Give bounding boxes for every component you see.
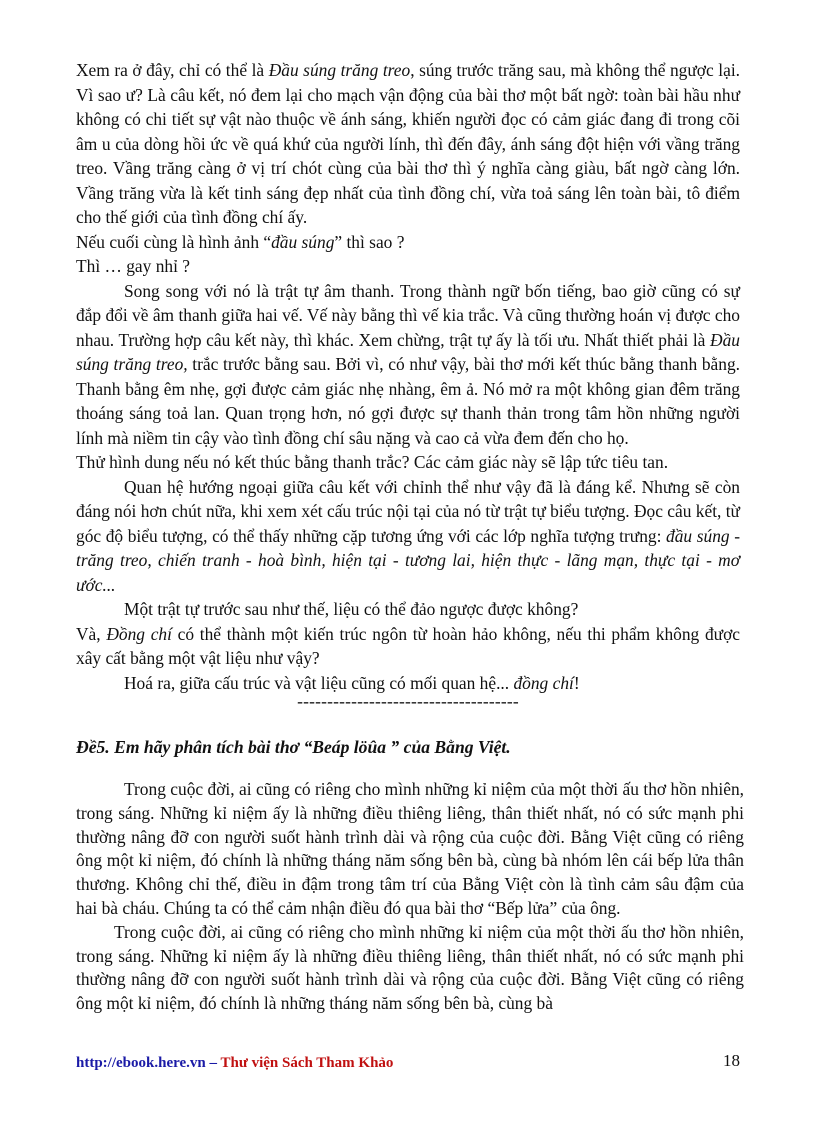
paragraph-8: Và, Đồng chí có thể thành một kiến trúc ngôn từ hoàn hảo không, nếu thi phẩm không được xây cất bằng một vật liệu như vậy? <box>76 623 740 668</box>
paragraph-3: Thì … gay nhỉ ? <box>76 256 190 276</box>
paragraph-2: Nếu cuối cùng là hình ảnh “đầu súng” thì sao ? <box>76 231 405 252</box>
paragraph-9: Hoá ra, giữa cấu trúc và vật liệu cũng có mối quan hệ... đồng chí! <box>124 672 580 693</box>
paragraph-7: Một trật tự trước sau như thế, liệu có thể đảo ngược được không? <box>124 599 579 619</box>
footer-link[interactable]: http://ebook.here.vn <box>76 1055 206 1071</box>
paragraph-11: Trong cuộc đời, ai cũng có riêng cho mình những kỉ niệm của một thời ấu thơ hồn nhiên, trong sáng. Những kỉ niệm ấy là những điều thiêng liêng, thân thiết nhất, nó có sức mạnh phi thường nâng đỡ con người suốt hành trình dài và rộng của cuộc đời. Bằng Việt cũng có riêng ông một kỉ niệm, đó chính là những tháng năm sống bên bà, cùng bà <box>76 921 744 1014</box>
section-separator: ------------------------------------- <box>297 691 519 711</box>
footer-library-name: Thư viện Sách Tham Khảo <box>220 1055 394 1071</box>
footer-dash: – <box>205 1055 221 1071</box>
section-heading: Đề5. Em hãy phân tích bài thơ “Beáp löûa ” của Bằng Việt. <box>76 737 511 757</box>
body-text-upper <box>76 58 740 695</box>
paragraph-6: Quan hệ hướng ngoại giữa câu kết với chỉnh thể như vậy đã là đáng kể. Nhưng sẽ còn đáng nói hơn chút nữa, khi xem xét cấu trúc nội tại của nó từ trật tự biểu tượng. Đọc câu kết, từ góc độ biểu tượng, có thể thấy những cặp tương ứng với các lớp nghĩa tượng trưng: đầu súng - trăng treo, chiến tranh - hoà bình, hiện tại - tương lai, hiện thực - lãng mạn, thực tại - mơ ước... <box>76 476 740 595</box>
body-text-lower <box>76 778 744 1016</box>
paragraph-5: Thử hình dung nếu nó kết thúc bằng thanh trắc? Các cảm giác này sẽ lập tức tiêu tan. <box>76 452 669 472</box>
page-footer <box>76 1051 740 1076</box>
paragraph-1: Xem ra ở đây, chỉ có thể là Đầu súng trăng treo, súng trước trăng sau, mà không thể ngược lại. Vì sao ư? Là câu kết, nó đem lại cho mạch vận động của bài thơ một bất ngờ: toàn bài hầu như không có chi tiết sự vật nào thuộc về ánh sáng, khiến người đọc có cảm giác đang đi trong cõi âm u của dòng hồi ức về quá khứ của người lính, thì đến đây, ánh sáng đột hiện với vầng trăng treo. Vầng trăng càng ở vị trí chót cùng của bài thơ thì ý nghĩa càng giàu, bất ngờ càng lớn. Vầng trăng vừa là kết tinh sáng đẹp nhất của tình đồng chí, vừa toả sáng lên toàn bài, tô điểm cho thế giới của tình đồng chí ấy. <box>76 60 740 227</box>
paragraph-4: Song song với nó là trật tự âm thanh. Trong thành ngữ bốn tiếng, bao giờ cũng có sự đắp đổi về âm thanh giữa hai vế. Vế này bằng thì vế kia trắc. Và cũng thường hoán vị được cho nhau. Trường hợp câu kết này, thì khác. Xem chừng, trật tự ấy là tối ưu. Nhất thiết phải là Đầu súng trăng treo, trắc trước bằng sau. Bởi vì, có như vậy, bài thơ mới kết thúc bằng thanh bằng. Thanh bằng êm nhẹ, gợi được cảm giác nhẹ nhàng, êm ả. Nó mở ra một không gian đêm trăng thoáng sáng toả lan. Quan trọng hơn, nó gợi được sự thanh thản trong tâm hồn những người lính mà niềm tin cậy vào tình đồng chí sâu nặng và cao cả vừa đem đến cho họ. <box>76 280 740 448</box>
paragraph-10: Trong cuộc đời, ai cũng có riêng cho mình những kỉ niệm của một thời ấu thơ hồn nhiên, trong sáng. Những kỉ niệm ấy là những điều thiêng liêng, thân thiết nhất, nó có sức mạnh phi thường nâng đỡ con người suốt hành trình dài và rộng của cuộc đời. Bằng Việt cũng có riêng ông một kỉ niệm, đó chính là những tháng năm sống bên bà, cùng bà nhóm lên cái bếp lửa thân thương. Không chỉ thế, điều in đậm trong tâm trí của Bằng Việt còn là tình cảm sâu đậm của hai bà cháu. Chúng ta có thể cảm nhận điều đó qua bài thơ “Bếp lửa” của ông. <box>76 779 744 918</box>
page-number: 18 <box>723 1051 740 1070</box>
